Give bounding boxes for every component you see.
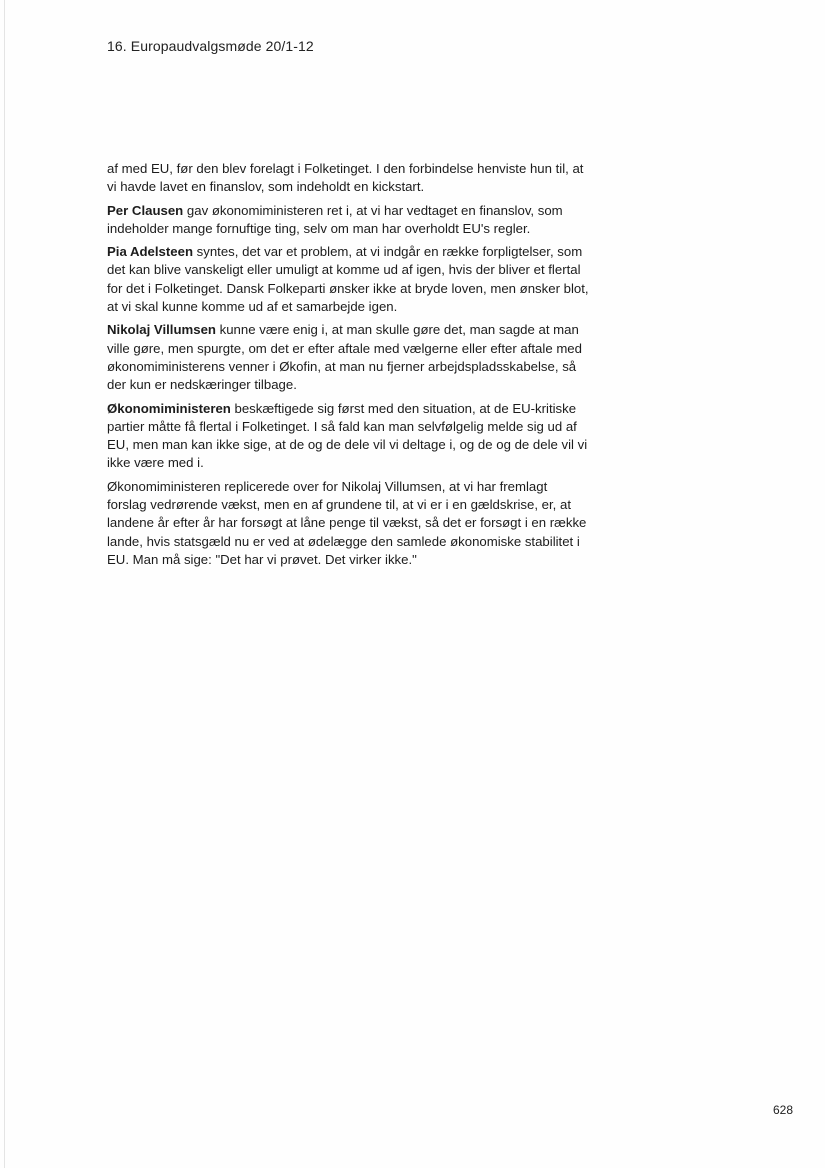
page-number: 628 bbox=[773, 1103, 794, 1117]
paragraph bbox=[107, 243, 589, 316]
body-text bbox=[107, 160, 589, 574]
paragraph bbox=[107, 400, 589, 473]
paragraph-text: Økonomiministeren replicerede over for Nikolaj Villumsen, at vi har fremlagt forslag vedrørende vækst, men en af grundene til, at vi er i en gældskrise, er, at landene år efter år har forsøgt at låne penge til vækst, så det er forsøgt i en række lande, hvis statsgæld nu er ved at ødelægge den samlede økonomiske stabilitet i EU. Man må sige: "Det har vi prøvet. Det virker ikke." bbox=[107, 478, 587, 567]
paragraph-text: af med EU, før den blev forelagt i Folketinget. I den forbindelse henviste hun til, at vi havde lavet en finanslov, som indeholdt en kickstart. bbox=[107, 161, 584, 195]
paragraph-text: gav økonomiministeren ret i, at vi har vedtaget en finanslov, som indeholder mange fornuftige ting, selv om man har overholdt EU's regler. bbox=[107, 202, 563, 236]
speaker-name: Nikolaj Villumsen bbox=[107, 322, 216, 338]
paragraph-text: kunne være enig i, at man skulle gøre det, man sagde at man ville gøre, men spurgte, om det er efter aftale med vælgerne eller efter aftale med økonomiministerens venner i Økofin, at man nu fjerner arbejdspladsskabelse, så der kun er nedskæringer tilbage. bbox=[107, 322, 582, 393]
paragraph bbox=[107, 160, 589, 197]
speaker-name: Pia Adelsteen bbox=[107, 244, 193, 260]
paragraph bbox=[107, 202, 589, 239]
scan-edge-line bbox=[4, 0, 5, 1168]
paragraph bbox=[107, 321, 589, 394]
page-header: 16. Europaudvalgsmøde 20/1-12 bbox=[107, 38, 314, 54]
speaker-name: Per Clausen bbox=[107, 202, 184, 218]
paragraph-text: syntes, det var et problem, at vi indgår en række forpligtelser, som det kan blive vanskeligt eller umuligt at komme ud af igen, hvis der bliver et flertal for det i Folketinget. Dansk Folkeparti ønsker ikke at bryde loven, men ønsker blot, at vi skal kunne komme ud af et samarbejde igen. bbox=[107, 244, 589, 315]
paragraph-text: beskæftigede sig først med den situation, at de EU-kritiske partier måtte få flertal i Folketinget. I så fald kan man selvfølgelig melde sig ud af EU, men man kan ikke sige, at de og de dele vil vi deltage i, og de og de dele vil vi ikke være med i. bbox=[107, 400, 588, 471]
paragraph bbox=[107, 478, 589, 569]
speaker-name: Økonomiministeren bbox=[107, 400, 231, 416]
